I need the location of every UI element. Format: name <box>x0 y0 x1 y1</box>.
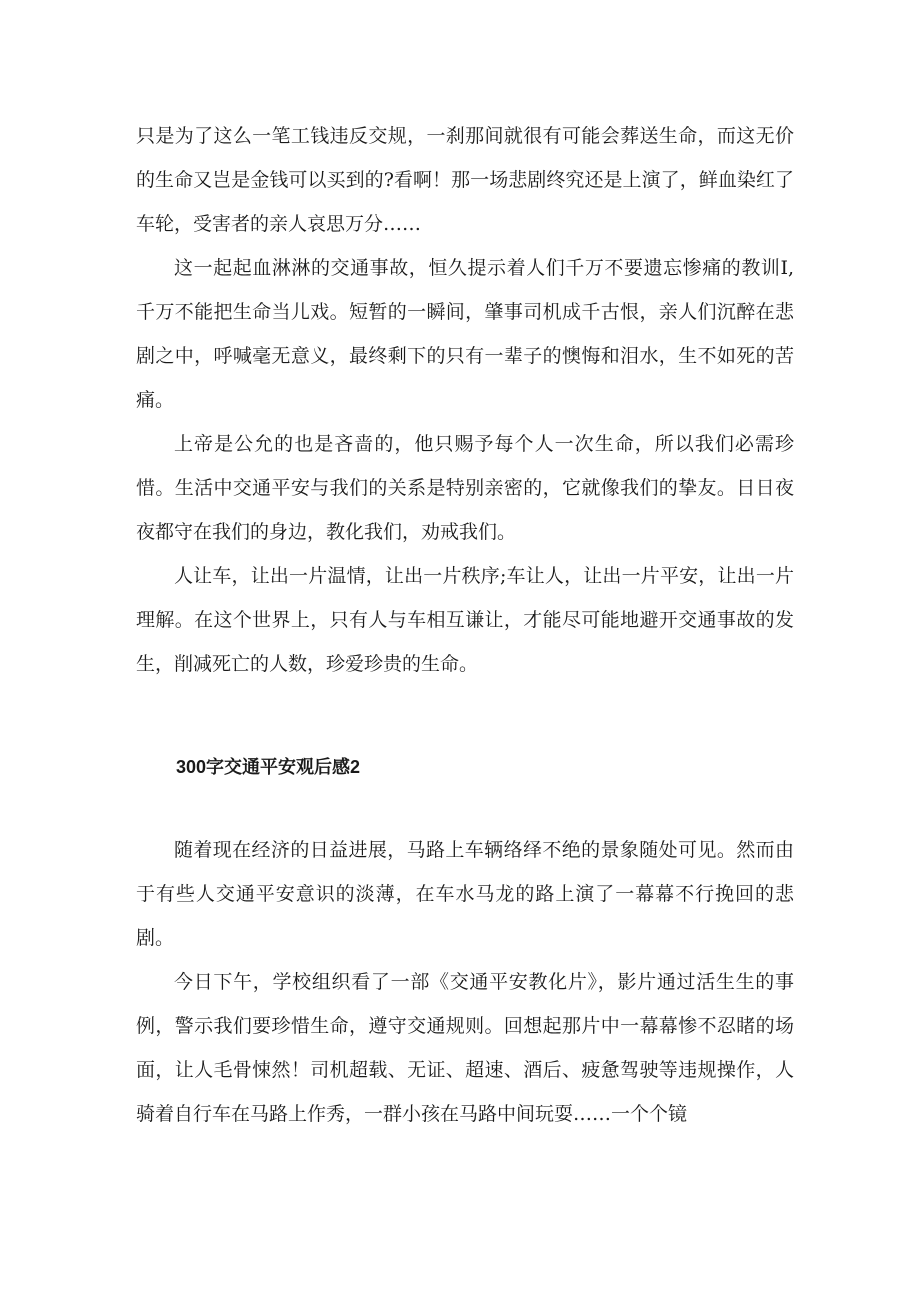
paragraph-safety-film: 今日下午，学校组织看了一部《交通平安教化片》，影片通过活生生的事例，警示我们要珍惜生命，遵守交通规则。回想起那片中一幕幕惨不忍睹的场面，让人毛骨悚然！司机超载、无证、超速、酒后、疲惫驾驶等违规操作，人骑着自行车在马路上作秀，一群小孩在马路中间玩耍……一个个镜 <box>136 971 794 1125</box>
body-text-bottom <box>136 828 794 1136</box>
paragraph-economy: 随着现在经济的日益进展，马路上车辆络绎不绝的景象随处可见。然而由于有些人交通平安意识的淡薄，在车水马龙的路上演了一幕幕不行挽回的悲剧。 <box>136 839 794 949</box>
body-text-top <box>136 114 794 686</box>
section-heading: 300字交通平安观后感2 <box>176 757 361 777</box>
paragraph-yield: 人让车，让出一片温情，让出一片秩序;车让人，让出一片平安，让出一片理解。在这个世界上，只有人与车相互谦让，才能尽可能地避开交通事故的发生，削减死亡的人数，珍爱珍贵的生命。 <box>136 565 794 675</box>
paragraph-cherish-life: 上帝是公允的也是吝啬的，他只赐予每个人一次生命，所以我们必需珍惜。生活中交通平安与我们的关系是特别亲密的，它就像我们的挚友。日日夜夜都守在我们的身边，教化我们，劝戒我们。 <box>136 433 794 543</box>
paragraph-continued: 只是为了这么一笔工钱违反交规，一刹那间就很有可能会葬送生命，而这无价的生命又岂是金钱可以买到的?看啊！那一场悲剧终究还是上演了，鲜血染红了车轮，受害者的亲人哀思万分…… <box>136 125 794 235</box>
paragraph-accident-lesson: 这一起起血淋淋的交通事故，恒久提示着人们千万不要遗忘惨痛的教训I,千万不能把生命当儿戏。短暂的一瞬间，肇事司机成千古恨，亲人们沉醉在悲剧之中，呼喊毫无意义，最终剩下的只有一辈子的懊悔和泪水，生不如死的苦痛。 <box>136 257 794 411</box>
